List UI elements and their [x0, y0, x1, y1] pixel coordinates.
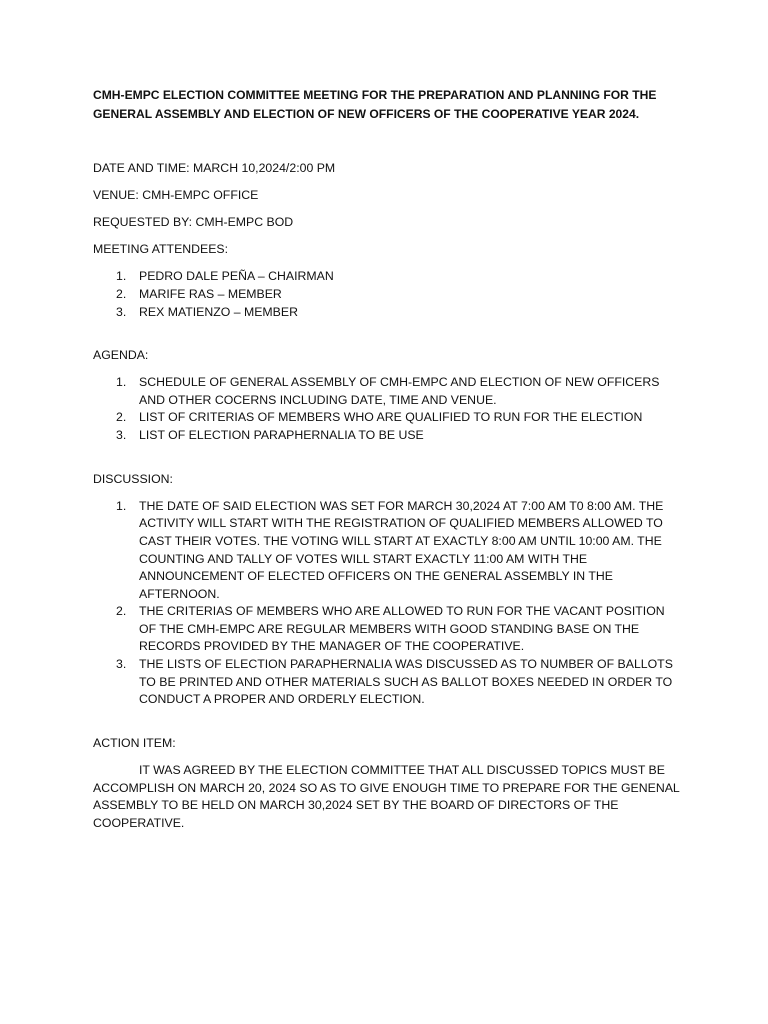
- list-number: 3.: [116, 428, 127, 443]
- attendee-item: [93, 286, 683, 304]
- attendee-item: [93, 304, 683, 322]
- discussion-heading: DISCUSSION:: [93, 471, 173, 486]
- discussion-text: THE LISTS OF ELECTION PARAPHERNALIA WAS DISCUSSED AS TO NUMBER OF BALLOTS TO BE PRINTED AND OTHER MATERIALS SUCH AS BALLOT BOXES NEEDED IN ORDER TO CONDUCT A PROPER AND ORDERLY ELECTION.: [139, 657, 673, 707]
- document-page: [93, 86, 683, 832]
- list-number: 2.: [116, 286, 127, 301]
- agenda-item: [93, 427, 683, 445]
- attendee-text: MARIFE RAS – MEMBER: [139, 286, 282, 301]
- discussion-list: [93, 498, 683, 709]
- list-number: 1.: [116, 498, 127, 513]
- attendees-heading: MEETING ATTENDEES:: [93, 242, 229, 257]
- attendee-text: REX MATIENZO – MEMBER: [139, 304, 298, 319]
- discussion-item: [93, 498, 683, 604]
- attendee-item: [93, 268, 683, 286]
- attendees-list: [93, 268, 683, 321]
- discussion-item: [93, 603, 683, 656]
- attendee-text: PEDRO DALE PEÑA – CHAIRMAN: [139, 269, 334, 284]
- agenda-text: SCHEDULE OF GENERAL ASSEMBLY OF CMH-EMPC AND ELECTION OF NEW OFFICERS AND OTHER COCERNS INCLUDING DATE, TIME AND VENUE.: [139, 375, 660, 407]
- agenda-heading: AGENDA:: [93, 348, 149, 363]
- agenda-text: LIST OF CRITERIAS OF MEMBERS WHO ARE QUALIFIED TO RUN FOR THE ELECTION: [139, 410, 643, 425]
- list-number: 1.: [116, 269, 127, 284]
- action-item-heading: ACTION ITEM:: [93, 735, 176, 750]
- date-time-line: DATE AND TIME: MARCH 10,2024/2:00 PM: [93, 161, 336, 175]
- list-number: 3.: [116, 304, 127, 319]
- requested-by-line: REQUESTED BY: CMH-EMPC BOD: [93, 215, 294, 230]
- action-item-text: IT WAS AGREED BY THE ELECTION COMMITTEE THAT ALL DISCUSSED TOPICS MUST BE ACCOMPLISH ON MARCH 20, 2024 SO AS TO GIVE ENOUGH TIME TO PREPARE FOR THE GENENAL ASSEMBLY TO BE HELD ON MARCH 30,2024 SET BY THE BOARD OF DIRECTORS OF THE COOPERATIVE.: [93, 762, 680, 830]
- list-number: 3.: [116, 657, 127, 672]
- discussion-text: THE DATE OF SAID ELECTION WAS SET FOR MARCH 30,2024 AT 7:00 AM T0 8:00 AM. THE ACTIVITY WILL START WITH THE REGISTRATION OF QUALIFIED MEMBERS ALLOWED TO CAST THEIR VOTES. THE VOTING WILL START AT EXACTLY 8:00 AM UNTIL 10:00 AM. THE COUNTING AND TALLY OF VOTES WILL START EXACTLY 11:00 AM WITH THE ANNOUNCEMENT OF ELECTED OFFICERS ON THE GENERAL ASSEMBLY IN THE AFTERNOON.: [139, 498, 664, 601]
- document-title: CMH-EMPC ELECTION COMMITTEE MEETING FOR THE PREPARATION AND PLANNING FOR THE GENERAL ASSEMBLY AND ELECTION OF NEW OFFICERS OF THE COOPERATIVE YEAR 2024.: [93, 88, 657, 121]
- agenda-item: [93, 409, 683, 427]
- agenda-text: LIST OF ELECTION PARAPHERNALIA TO BE USE: [139, 428, 424, 443]
- agenda-list: [93, 374, 683, 444]
- list-number: 1.: [116, 375, 127, 390]
- agenda-item: [93, 374, 683, 409]
- list-number: 2.: [116, 410, 127, 425]
- list-number: 2.: [116, 604, 127, 619]
- venue-line: VENUE: CMH-EMPC OFFICE: [93, 188, 259, 203]
- discussion-text: THE CRITERIAS OF MEMBERS WHO ARE ALLOWED TO RUN FOR THE VACANT POSITION OF THE CMH-EMPC ARE REGULAR MEMBERS WITH GOOD STANDING BASE ON THE RECORDS PROVIDED BY THE MANAGER OF THE COOPERATIVE.: [139, 604, 665, 654]
- discussion-item: [93, 656, 683, 709]
